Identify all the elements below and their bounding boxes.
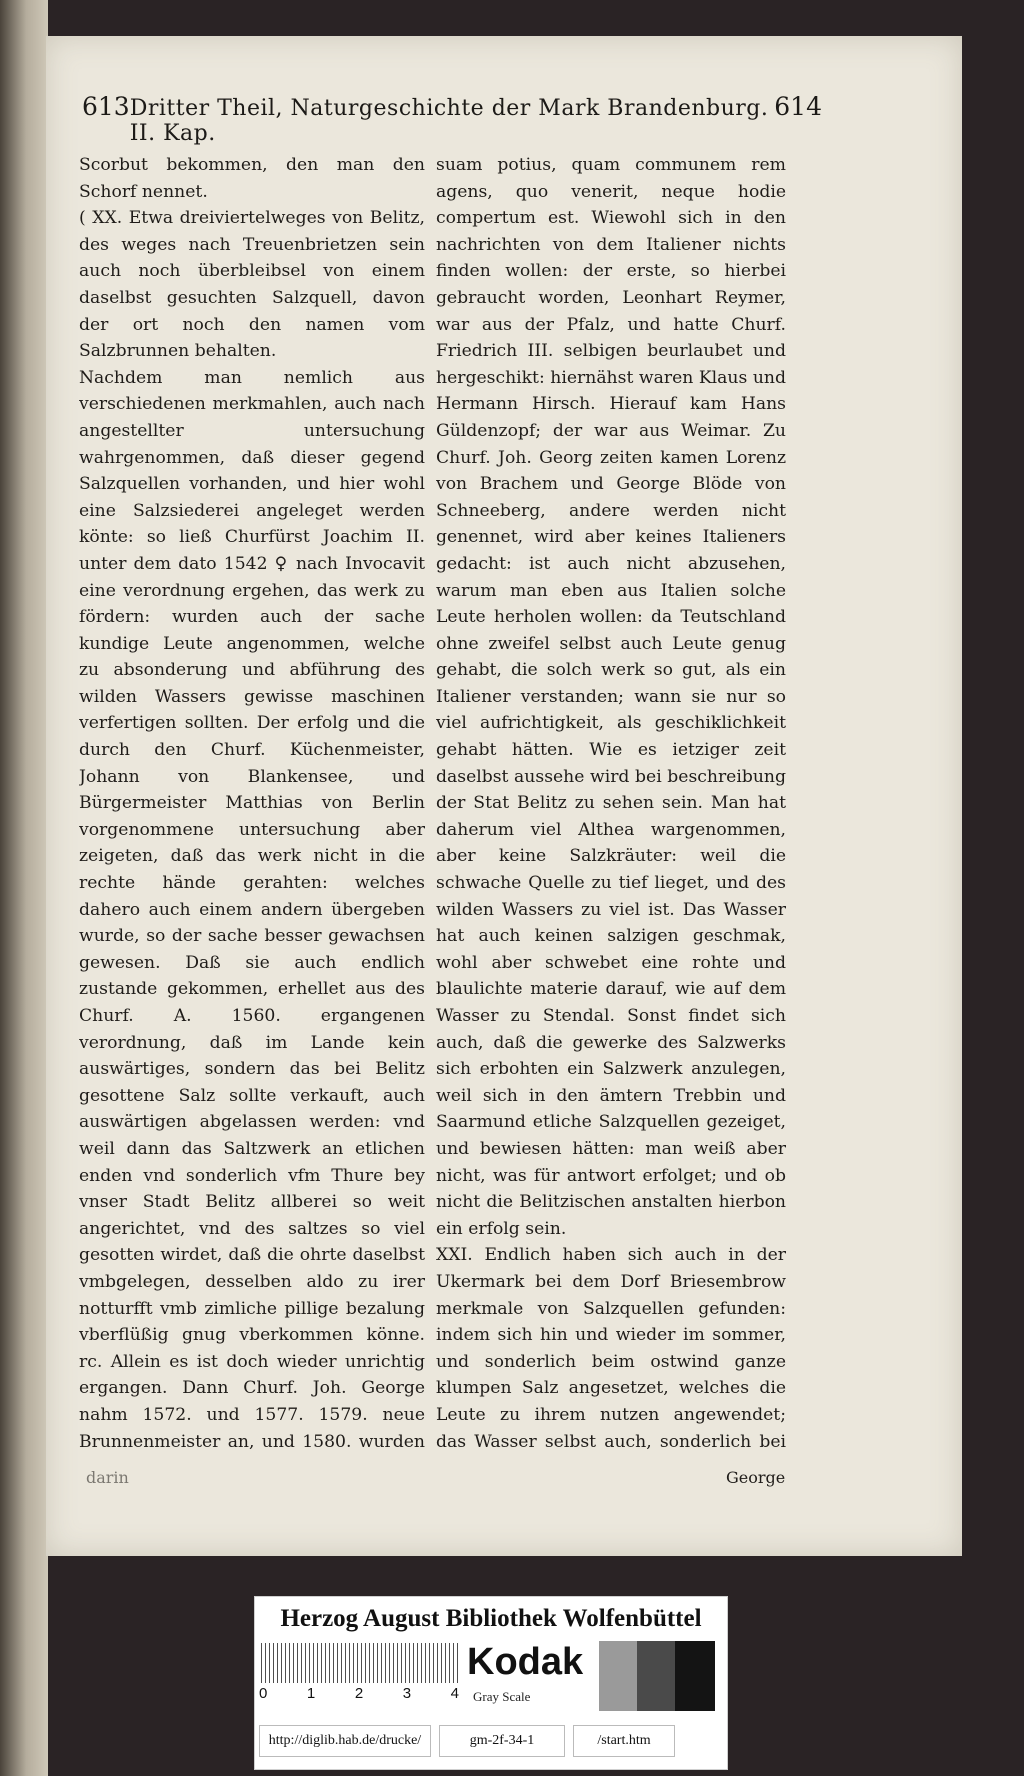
ruler-tick: 3 [402, 1685, 412, 1702]
page-header [82, 92, 822, 146]
right-column [436, 152, 786, 1452]
running-title: Dritter Theil, Naturgeschichte der Mark Brandenburg. II. Kap. [129, 96, 769, 146]
scale-ruler [261, 1643, 461, 1683]
paragraph: suam potius, quam communem rem agens, quo venerit, neque hodie compertum est. Wiewohl sich in den nachrichten von dem Italiener nichts finden wollen: der erste, so hierbei gebraucht worden, Leonhart Reymer, war aus der Pfalz, und hatte Churf. Friedrich III. selbigen beurlaubet und hergeschikt: hiernähst waren Klaus und Hermann Hirsch. Hierauf kam Hans Güldenzopf; der war aus Weimar. Zu Churf. Joh. Georg zeiten kamen Lorenz von Brachem und George Blöde von Schneeberg, andere werden nicht genennet, wird aber keines Italieners gedacht: ist auch nicht abzusehen, warum man eben aus Italien solche Leute herholen wollen: da Teutschland ohne zweifel selbst auch Leute genug gehabt, die solch werk so gut, als ein Italiener verstanden; wann sie nur so viel aufrichtigkeit, als geschiklichkeit gehabt hätten. Wie es ietziger zeit daselbst aussehe wird bei beschreibung der Stat Belitz zu sehen sein. Man hat daherum viel Althea wargenommen, aber keine Salzkräuter: weil die schwache Quelle zu tief lieget, und des wilden Wassers zu viel ist. Das Wasser hat auch keinen salzigen geschmak, wohl aber schwebet eine rohte und blaulichte materie darauf, wie auf dem Wasser zu Stendal. Sonst findet sich auch, daß die gewerke des Salzwerks sich erbohten ein Salzwerk anzulegen, weil sich in den ämtern Trebbin und Saarmund etliche Salzquellen gezeiget, und bewiesen hätten: man weiß aber nicht, was für antwort erfolget; und ob nicht die Belitzischen anstalten hierbon ein erfolg sein. [436, 155, 786, 1239]
start-label: /start.htm [573, 1725, 675, 1757]
url-label: http://diglib.hab.de/drucke/ [259, 1725, 431, 1757]
gray-scale-label: Gray Scale [473, 1689, 531, 1704]
left-column [79, 152, 425, 1452]
shelfmark-label: gm-2f-34-1 [439, 1725, 565, 1757]
paragraph: Scorbut bekommen, den man den Schorf nennet. [79, 155, 425, 202]
ruler-ticks [259, 1685, 459, 1702]
ruler-tick: 0 [259, 1685, 268, 1702]
ruler-tick: 2 [354, 1685, 364, 1702]
paragraph: Nachdem man nemlich aus verschiedenen merkmahlen, auch nach angestellter untersuchung wahrgenommen, daß dieser gegend Salzquellen vorhanden, und hier wohl eine Salzsiederei angeleget werden könte: so ließ Churfürst Joachim II. unter dem dato 1542 ♀ nach Invocavit eine verordnung ergehen, das werk zu fördern: wurden auch der sache kundige Leute angenommen, welche zu absonderung und abführung des wilden Wassers gewisse maschinen verfertigen sollten. Der erfolg und die durch den Churf. Küchenmeister, Johann von Blankensee, und Bürgermeister Matthias von Berlin vorgenommene untersuchung aber zeigeten, daß das werk nicht in die rechte hände gerahten: welches dahero auch einem andern übergeben wurde, so der sache besser gewachsen gewesen. Daß sie auch endlich zustande gekommen, erhellet aus des Churf. A. 1560. ergangenen verordnung, daß im Lande kein auswärtiges, sondern das bei Belitz gesottene Salz sollte verkauft, auch auswärtigen abgelassen werden: vnd weil dann das Saltzwerk an etlichen enden vnd sonderlich vfm Thure bey vnser Stadt Belitz allberei so weit angerichtet, vnd des saltzes so viel gesotten wirdet, daß die ohrte daselbst vmbgelegen, desselben aldo zu irer notturfft vmb zimliche pillige bezalung vberflüßig gnug vberkommen könne. rc. Allein es ist doch wieder unrichtig ergangen. Dann Churf. Joh. George nahm 1572. und 1577. 1579. neue Brunnenmeister an, und 1580. wurden [79, 367, 425, 1452]
book-spine [0, 0, 48, 1776]
paragraph: ( XX. Etwa dreiviertelweges von Belitz, des weges nach Treuenbrietzen sein auch noch überbleibsel von einem daselbst gesuchten Salzquell, davon der ort noch den namen vom Salzbrunnen behalten. [79, 208, 425, 362]
page-number-left: 613 [82, 92, 130, 121]
catchword-left: darin [86, 1468, 129, 1487]
paragraph: XXI. Endlich haben sich auch in der Ukermark bei dem Dorf Briesembrow merkmale von Salzquellen gefunden: indem sich hin und wieder im sommer, und sonderlich beim ostwind ganze klumpen Salz angesetzet, welches die Leute zu ihrem nutzen angewendet; das Wasser selbst auch, sonderlich bei [436, 1245, 786, 1452]
catchword-right: George [726, 1468, 786, 1487]
library-name: Herzog August Bibliothek Wolfenbüttel [280, 1605, 702, 1632]
gray-swatch-dark [675, 1641, 715, 1711]
ruler-tick: 1 [306, 1685, 316, 1702]
gray-swatch-light [599, 1641, 637, 1711]
color-target-strip [254, 1596, 728, 1770]
ruler-tick: 4 [450, 1685, 459, 1702]
page-number-right: 614 [774, 92, 822, 121]
kodak-logo: Kodak [467, 1641, 584, 1683]
gray-swatch-mid [637, 1641, 675, 1711]
